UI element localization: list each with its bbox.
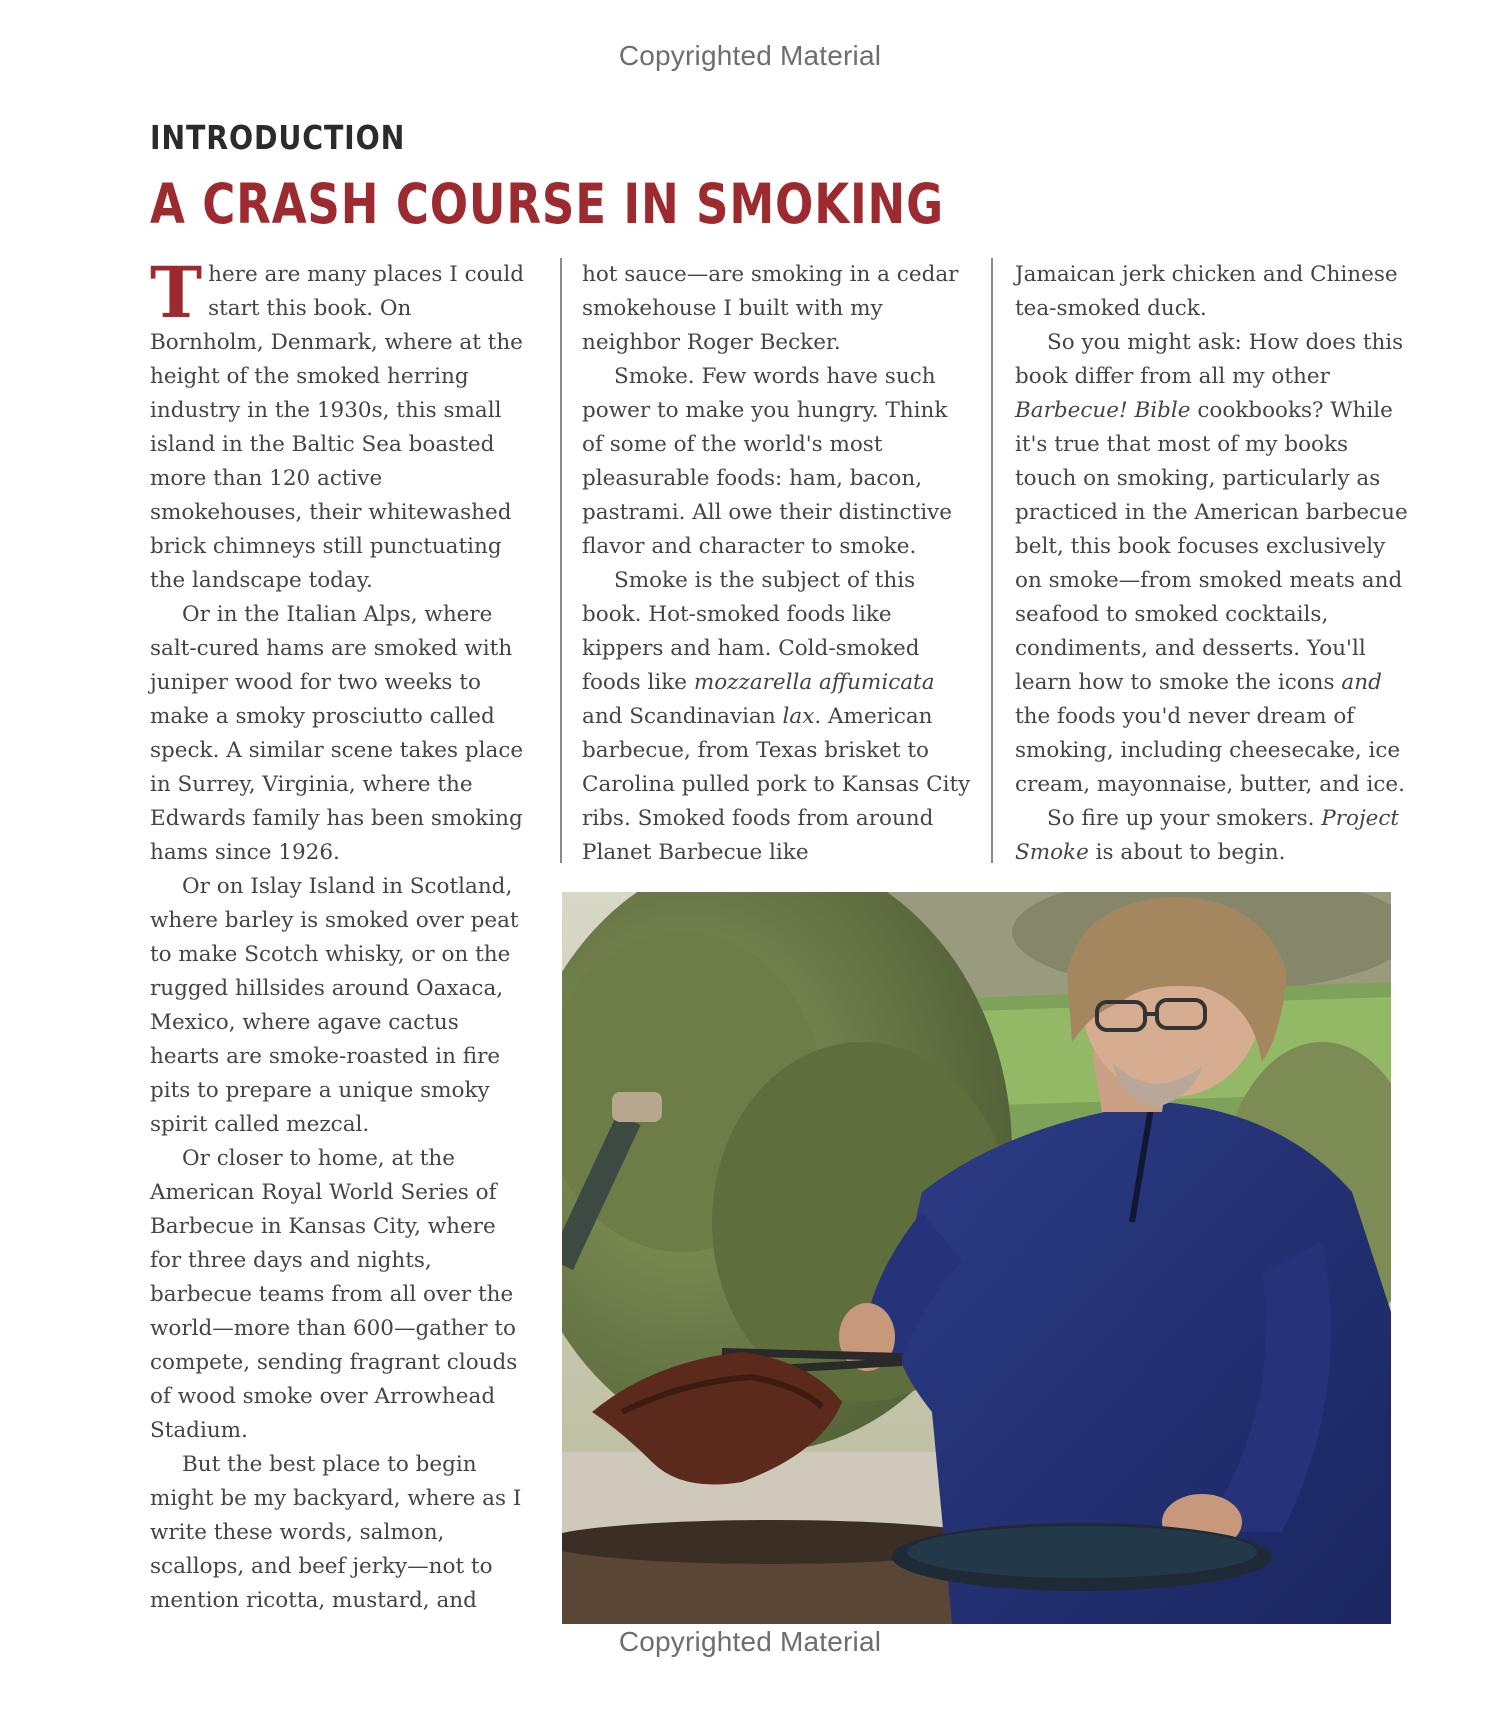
paragraph: Or closer to home, at the American Royal World Series of Barbecue in Kansas City, where for three days and nights, barbecue teams from all over the world—more than 600—gather to compete, sending fragrant clouds of wood smoke over Arrowhead Stadium. <box>150 1146 518 1443</box>
paragraph: But the best place to begin might be my backyard, where as I write these words, salmon, scallops, and beef jerky—not to mention ricotta, mustard, and <box>150 1452 522 1613</box>
text-column-3 <box>1015 258 1410 870</box>
author-photo <box>562 892 1391 1624</box>
paragraph-text: is about to begin. <box>1088 840 1286 865</box>
paragraph <box>150 251 530 598</box>
paragraph: Smoke. Few words have such power to make you hungry. Think of some of the world's most pleasurable foods: ham, bacon, pastrami. All owe their distinctive flavor and character to smoke. <box>582 364 952 559</box>
chapter-title: A CRASH COURSE IN SMOKING <box>150 172 944 236</box>
paragraph: Jamaican jerk chicken and Chinese tea-smoked duck. <box>1015 262 1398 321</box>
column-divider <box>991 258 993 863</box>
text-column-1 <box>150 251 530 1618</box>
paragraph-text: . American barbecue, from Texas brisket to Carolina pulled pork to Kansas City ribs. Smoked foods from around Planet Barbecue like <box>582 704 971 865</box>
italic-text: mozzarella affumicata <box>693 670 935 695</box>
text-column-2 <box>582 258 972 870</box>
paragraph-text: So you might ask: How does this book differ from all my other <box>1015 330 1404 389</box>
italic-text: Project Smoke <box>1015 806 1400 865</box>
drop-cap: T <box>150 251 203 334</box>
paragraph-text: and Scandinavian <box>582 704 783 729</box>
column-divider <box>560 258 562 863</box>
paragraph-text: here are many places I could start this book. On Bornholm, Denmark, where at the height of the smoked herring industry in the 1930s, this small island in the Baltic Sea boasted more than 120 active smokehouses, their whitewashed brick chimneys still punctuating the landscape today. <box>150 262 525 593</box>
paragraph-text: Smoke is the subject of this book. Hot-smoked foods like kippers and ham. Cold-smoked foods like <box>582 568 920 695</box>
section-kicker: INTRODUCTION <box>150 118 406 157</box>
paragraph <box>1015 802 1410 870</box>
paragraph-text: So fire up your smokers. <box>1047 806 1322 831</box>
paragraph: hot sauce—are smoking in a cedar smokehouse I built with my neighbor Roger Becker. <box>582 262 959 355</box>
italic-text: and <box>1341 670 1382 695</box>
paragraph-text: cookbooks? While it's true that most of my books touch on smoking, particularly as practiced in the American barbecue belt, this book focuses exclusively on smoke—from smoked meats and seafood to smoked cocktails, condiments, and desserts. You'll learn how to smoke the icons <box>1015 398 1408 695</box>
paragraph: Or on Islay Island in Scotland, where barley is smoked over peat to make Scotch whisky, or on the rugged hillsides around Oaxaca, Mexico, where agave cactus hearts are smoke-roasted in fire pits to prepare a unique smoky spirit called mezcal. <box>150 874 519 1137</box>
copyright-watermark-bottom: Copyrighted Material <box>618 1626 882 1657</box>
paragraph <box>582 564 972 870</box>
italic-text: lax <box>782 704 815 729</box>
paragraph <box>1015 326 1410 802</box>
copyright-watermark-top: Copyrighted Material <box>618 40 882 71</box>
paragraph: Or in the Italian Alps, where salt-cured hams are smoked with juniper wood for two weeks to make a smoky prosciutto called speck. A similar scene takes place in Surrey, Virginia, where the Edwards family has been smoking hams since 1926. <box>150 602 524 865</box>
italic-text: Barbecue! Bible <box>1015 398 1191 423</box>
paragraph-text: the foods you'd never dream of smoking, including cheesecake, ice cream, mayonnaise, butter, and ice. <box>1015 704 1405 797</box>
